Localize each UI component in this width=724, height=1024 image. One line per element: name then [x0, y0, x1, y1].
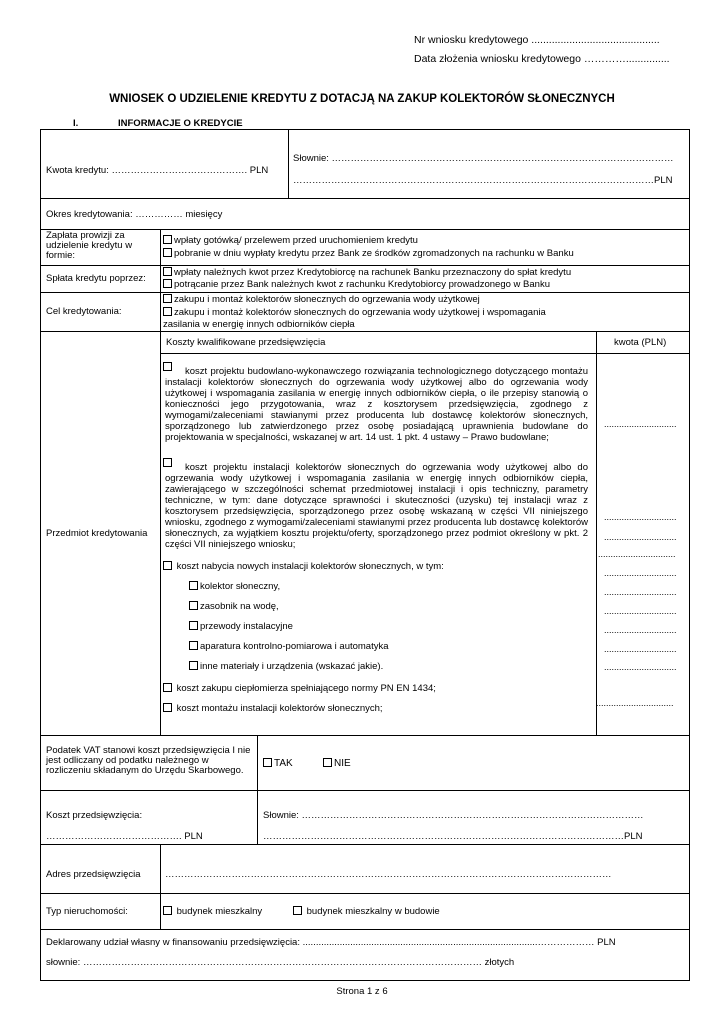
amount-header: kwota (PLN): [614, 337, 667, 348]
submission-date-field[interactable]: Data złożenia wniosku kredytowego …………...............: [414, 53, 670, 65]
checkbox-icon[interactable]: [293, 906, 302, 915]
checkbox-icon[interactable]: [163, 703, 172, 712]
cost-item-purchase[interactable]: koszt nabycia nowych instalacji kolektorów słonecznych, w tym:: [163, 561, 444, 572]
purpose-option-water-heating[interactable]: zakupu i montaż kolektorów słonecznych do ogrzewania wody użytkowej i wspomagania: [163, 307, 546, 318]
sub-amount-4[interactable]: .............................: [604, 644, 677, 654]
checkbox-icon[interactable]: [189, 601, 198, 610]
checkbox-icon[interactable]: [189, 661, 198, 670]
property-type-label: Typ nieruchomości:: [46, 906, 128, 917]
loan-amount-field[interactable]: Kwota kredytu: ……………………………………. PLN: [46, 165, 269, 176]
cost-item-heat-meter[interactable]: koszt zakupu ciepłomierza spełniającego normy PN EN 1434;: [163, 683, 436, 694]
project-cost-label: Koszt przedsięwzięcia:: [46, 810, 143, 821]
project-cost-words-line-2[interactable]: ……………………………………………………………………………………………………PLN: [263, 831, 643, 842]
cost-amount-2[interactable]: .............................: [604, 512, 677, 522]
cost-item-building-project: koszt projektu budowlano-wykonawczego rozwiązania technologicznego dotyczącego montażu instalacji kolektorów słonecznych do ogrzewania wody użytkowej albo do ogrzewania wody użytkowej i wspomagania zasilania w energię innych odbiorników ciepła, o ile przepisy stanowią o konieczności jego przygotowania, wraz z kosztorysem przedsięwzięcia, zgodnego z wymogami/zaleceniami stawianymi przez producenta lub dostawcę kolektorów słonecznych, sporządzonego lub zatwierdzonego przez osobę posiadającą uprawnienia budowlane do projektowania w specjalności, wskazanej w art. 14 ust. 1 pkt. 4 ustawy – Prawo budowlane;: [165, 366, 588, 443]
checkbox-icon[interactable]: [163, 235, 172, 244]
property-option-under-construction[interactable]: budynek mieszkalny w budowie: [293, 906, 440, 917]
cost-amount-3[interactable]: .............................: [604, 568, 677, 578]
own-share-field[interactable]: Deklarowany udział własny w finansowaniu przedsięwzięcia: .........................................................................................……………… PLN: [46, 937, 616, 948]
cost-item-assembly[interactable]: koszt montażu instalacji kolektorów słonecznych;: [163, 703, 383, 714]
repayment-label: Spłata kredytu poprzez:: [46, 273, 146, 284]
loan-amount-words-line-2[interactable]: ……………………………………………………………………………………………………PLN: [293, 175, 673, 186]
purpose-label: Cel kredytowania:: [46, 306, 122, 317]
sub-amount-3[interactable]: .............................: [604, 625, 677, 635]
loan-period-field[interactable]: Okres kredytowania: …………… miesięcy: [46, 209, 223, 220]
checkbox-icon[interactable]: [163, 248, 172, 257]
costs-header: Koszty kwalifikowane przedsięwzięcia: [166, 337, 326, 348]
own-share-words-field[interactable]: słownie: ……………………………………………………………………………………………………………… złotych: [46, 957, 515, 968]
application-number-field[interactable]: Nr wniosku kredytowego ............................................: [414, 34, 660, 46]
project-cost-words-line-1[interactable]: Słownie: ………………………………………………………………………………………………: [263, 810, 644, 821]
address-field[interactable]: ……………………………………………………………………………………………………………………………: [165, 869, 612, 880]
sub-item-collector[interactable]: kolektor słoneczny,: [189, 581, 280, 592]
commission-label: Zapłata prowizji za udzielenie kredytu w formie:: [46, 230, 133, 261]
sub-item-tank[interactable]: zasobnik na wodę,: [189, 601, 279, 612]
section-title: INFORMACJE O KREDYCIE: [118, 118, 243, 129]
checkbox-icon[interactable]: [163, 307, 172, 316]
checkbox-icon[interactable]: [163, 561, 172, 570]
checkbox-icon[interactable]: [163, 683, 172, 692]
checkbox-icon[interactable]: [163, 279, 172, 288]
checkbox-icon[interactable]: [163, 294, 172, 303]
vat-label: Podatek VAT stanowi koszt przedsięwzięcia I nie jest odliczany od podatku należnego w rozliczeniu składanym do Urzędu Skarbowego.: [46, 745, 251, 776]
checkbox-icon[interactable]: [189, 621, 198, 630]
address-label: Adres przedsięwzięcia: [46, 869, 141, 880]
project-cost-amount-field[interactable]: ……………………………………. PLN: [46, 831, 203, 842]
purpose-option-water[interactable]: zakupu i montaż kolektorów słonecznych do ogrzewania wody użytkowej: [163, 294, 480, 305]
sub-item-control[interactable]: aparatura kontrolno-pomiarowa i automatyka: [189, 641, 389, 652]
cost-item-installation-project: koszt projektu instalacji kolektorów słonecznych do ogrzewania wody użytkowej albo do ogrzewania wody użytkowej i wspomagania zasilania w energię innych odbiorników ciepła, zawierającego w szczególności schemat przedmiotowej instalacji i opis techniczny, parametry techniczne, w tym: dane dotyczące sprawności i skuteczności (uzysku) tej instalacji wraz z kosztorysem przedsięwzięcia, sporządzonego przez osobę wskazaną w części VII niniejszego wniosku, zgodnego z wymogami/zaleceniami stawianymi przez producenta lub dostawcę kolektorów słonecznych, za wyjątkiem kosztu projektu/oferty, sporządzonego przez podmiot określony w pkt. 2 części VII niniejszego wniosku;: [165, 462, 588, 550]
checkbox-icon[interactable]: [189, 581, 198, 590]
subject-label: Przedmiot kredytowania: [46, 528, 148, 539]
cost-amount-5[interactable]: ...............................: [596, 698, 674, 708]
sub-amount-5[interactable]: .............................: [604, 662, 677, 672]
section-number: I.: [73, 118, 79, 129]
page-title: WNIOSEK O UDZIELENIE KREDYTU Z DOTACJĄ NA ZAKUP KOLEKTORÓW SŁONECZNYCH: [109, 93, 615, 105]
commission-option-deduction[interactable]: pobranie w dniu wypłaty kredytu przez Bank ze środków zgromadzonych na rachunku w Banku: [163, 248, 574, 259]
cost-amount-1[interactable]: .............................: [604, 419, 677, 429]
page-number: Strona 1 z 6: [336, 986, 388, 997]
checkbox-icon[interactable]: [263, 758, 272, 767]
repayment-option-payments[interactable]: wpłaty należnych kwot przez Kredytobiorcę na rachunek Banku przeznaczony do spłat kredytu: [163, 267, 571, 278]
sub-item-other[interactable]: inne materiały i urządzenia (wskazać jakie).: [189, 661, 383, 672]
commission-option-transfer[interactable]: wpłaty gotówką/ przelewem przed uruchomieniem kredytu: [163, 235, 418, 246]
checkbox-icon[interactable]: [163, 267, 172, 276]
property-option-residential[interactable]: budynek mieszkalny: [163, 906, 262, 917]
cost-amount-2c[interactable]: ...............................: [598, 549, 676, 559]
purpose-option-water-heating-cont: zasilania w energię innych odbiorników ciepła: [163, 319, 355, 330]
vat-option-yes[interactable]: TAK: [263, 758, 293, 769]
sub-item-pipes[interactable]: przewody instalacyjne: [189, 621, 293, 632]
vat-option-no[interactable]: NIE: [323, 758, 351, 769]
loan-amount-words-line-1[interactable]: Słownie: ………………………………………………………………………………………………: [293, 153, 674, 164]
sub-amount-2[interactable]: .............................: [604, 606, 677, 616]
checkbox-icon[interactable]: [189, 641, 198, 650]
repayment-option-debit[interactable]: potrącanie przez Bank należnych kwot z rachunku Kredytobiorcy prowadzonego w Banku: [163, 279, 550, 290]
checkbox-icon[interactable]: [323, 758, 332, 767]
cost-amount-2b[interactable]: .............................: [604, 532, 677, 542]
sub-amount-1[interactable]: .............................: [604, 587, 677, 597]
checkbox-icon[interactable]: [163, 906, 172, 915]
